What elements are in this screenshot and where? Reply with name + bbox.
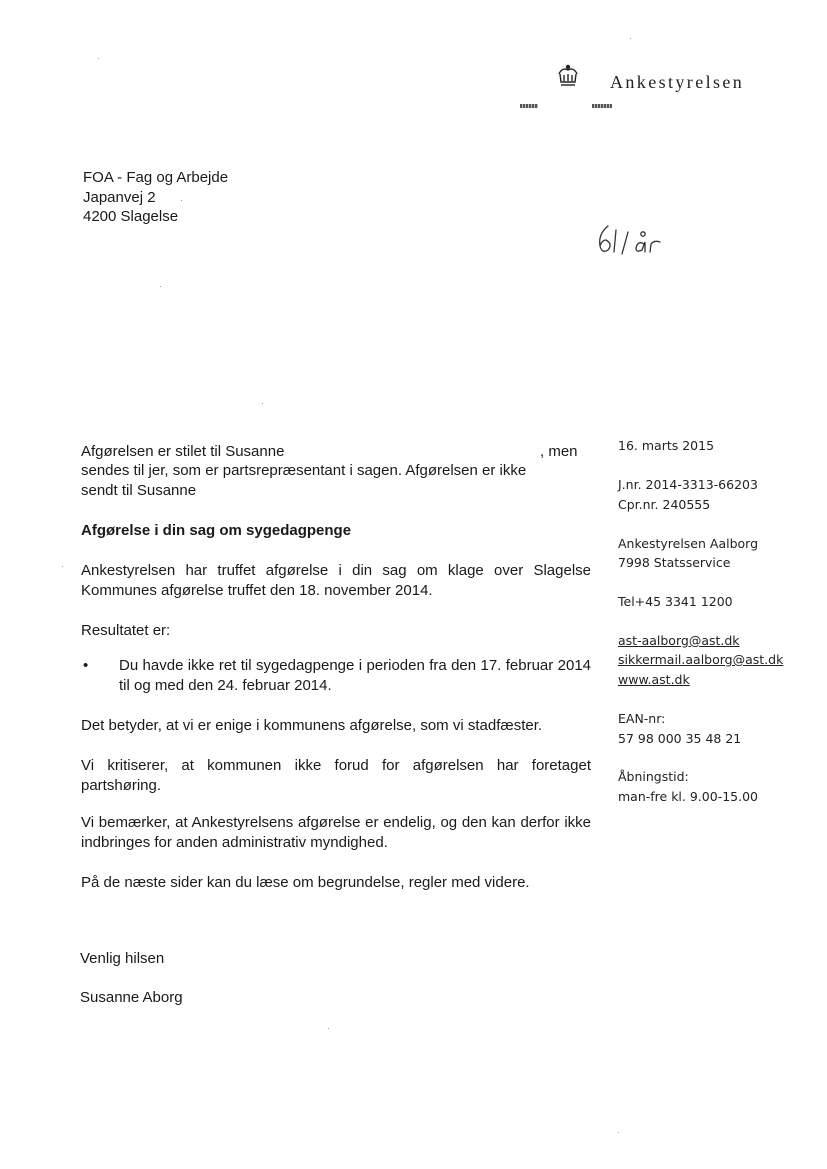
brand-name: Ankestyrelsen <box>610 72 745 92</box>
closing-greeting: Venlig hilsen <box>80 950 165 967</box>
email-link-text[interactable]: ast-aalborg@ast.dk <box>618 633 740 648</box>
header-divider <box>592 104 612 108</box>
paragraph-6: På de næste sider kan du læse om begrundelse, regler med videre. <box>81 874 530 891</box>
paragraph-2: Resultatet er: <box>81 622 171 639</box>
crown-logo-icon <box>555 64 581 90</box>
scan-speck <box>630 38 631 39</box>
recipient-address <box>83 168 228 227</box>
journal-number: J.nr. 2014-3313-66203 <box>618 477 758 492</box>
handwritten-note <box>594 220 674 260</box>
header-divider <box>520 104 538 108</box>
recipient-line-2: Japanvej 2 <box>83 188 156 206</box>
scan-speck <box>328 1028 329 1029</box>
paragraph-3: Det betyder, at vi er enige i kommunens afgørelse, som vi stadfæster. <box>81 717 543 734</box>
intro-line-1: Afgørelsen er stilet til Susanne <box>81 443 285 460</box>
recipient-line-1: FOA - Fag og Arbejde <box>83 169 229 186</box>
secure-email-link[interactable] <box>618 652 783 667</box>
secure-email-link-text[interactable]: sikkermail.aalborg@ast.dk <box>618 652 784 667</box>
scan-speck <box>618 1132 619 1133</box>
phone-number: Tel+45 3341 1200 <box>618 594 733 609</box>
scan-speck <box>262 403 263 404</box>
ean-label: EAN-nr: <box>618 711 666 726</box>
website-link-text[interactable]: www.ast.dk <box>618 672 690 687</box>
intro-line-3: sendt til Susanne <box>81 482 197 499</box>
scan-speck <box>160 286 161 287</box>
scan-speck <box>98 58 99 59</box>
letter-heading: Afgørelse i din sag om sygedagpenge <box>81 522 352 539</box>
intro-line-1-end: , men <box>540 443 578 460</box>
paragraph-4: Vi kritiserer, at kommunen ikke forud for afgørelsen har foretaget partshøring. <box>81 757 591 794</box>
scan-speck <box>62 566 63 567</box>
website-link[interactable] <box>618 672 690 687</box>
email-link[interactable] <box>618 633 740 648</box>
office-name: Ankestyrelsen Aalborg <box>618 536 759 551</box>
cpr-number: Cpr.nr. 240555 <box>618 497 711 512</box>
ean-value: 57 98 000 35 48 21 <box>618 731 742 746</box>
intro-line-2: sendes til jer, som er partsrepræsentant i sagen. Afgørelsen er ikke <box>81 462 527 479</box>
paragraph-5: Vi bemærker, at Ankestyrelsens afgørelse er endelig, og den kan derfor ikke indbringes for anden administrativ myndighed. <box>81 814 591 851</box>
opening-hours-value: man-fre kl. 9.00-15.00 <box>618 789 758 804</box>
signature-name: Susanne Aborg <box>80 989 183 1006</box>
bullet-icon: • <box>83 657 89 674</box>
scan-speck <box>181 200 182 201</box>
postal-address: 7998 Statsservice <box>618 555 731 570</box>
recipient-line-3: 4200 Slagelse <box>83 208 179 225</box>
opening-hours-label: Åbningstid: <box>618 769 689 784</box>
paragraph-1: Ankestyrelsen har truffet afgørelse i din sag om klage over Slagelse Kommunes afgørelse truffet den 18. november 2014. <box>81 562 591 599</box>
letter-date: 16. marts 2015 <box>618 438 715 453</box>
bullet-item: Du havde ikke ret til sygedagpenge i perioden fra den 17. februar 2014 til og med den 24. februar 2014. <box>119 657 591 694</box>
